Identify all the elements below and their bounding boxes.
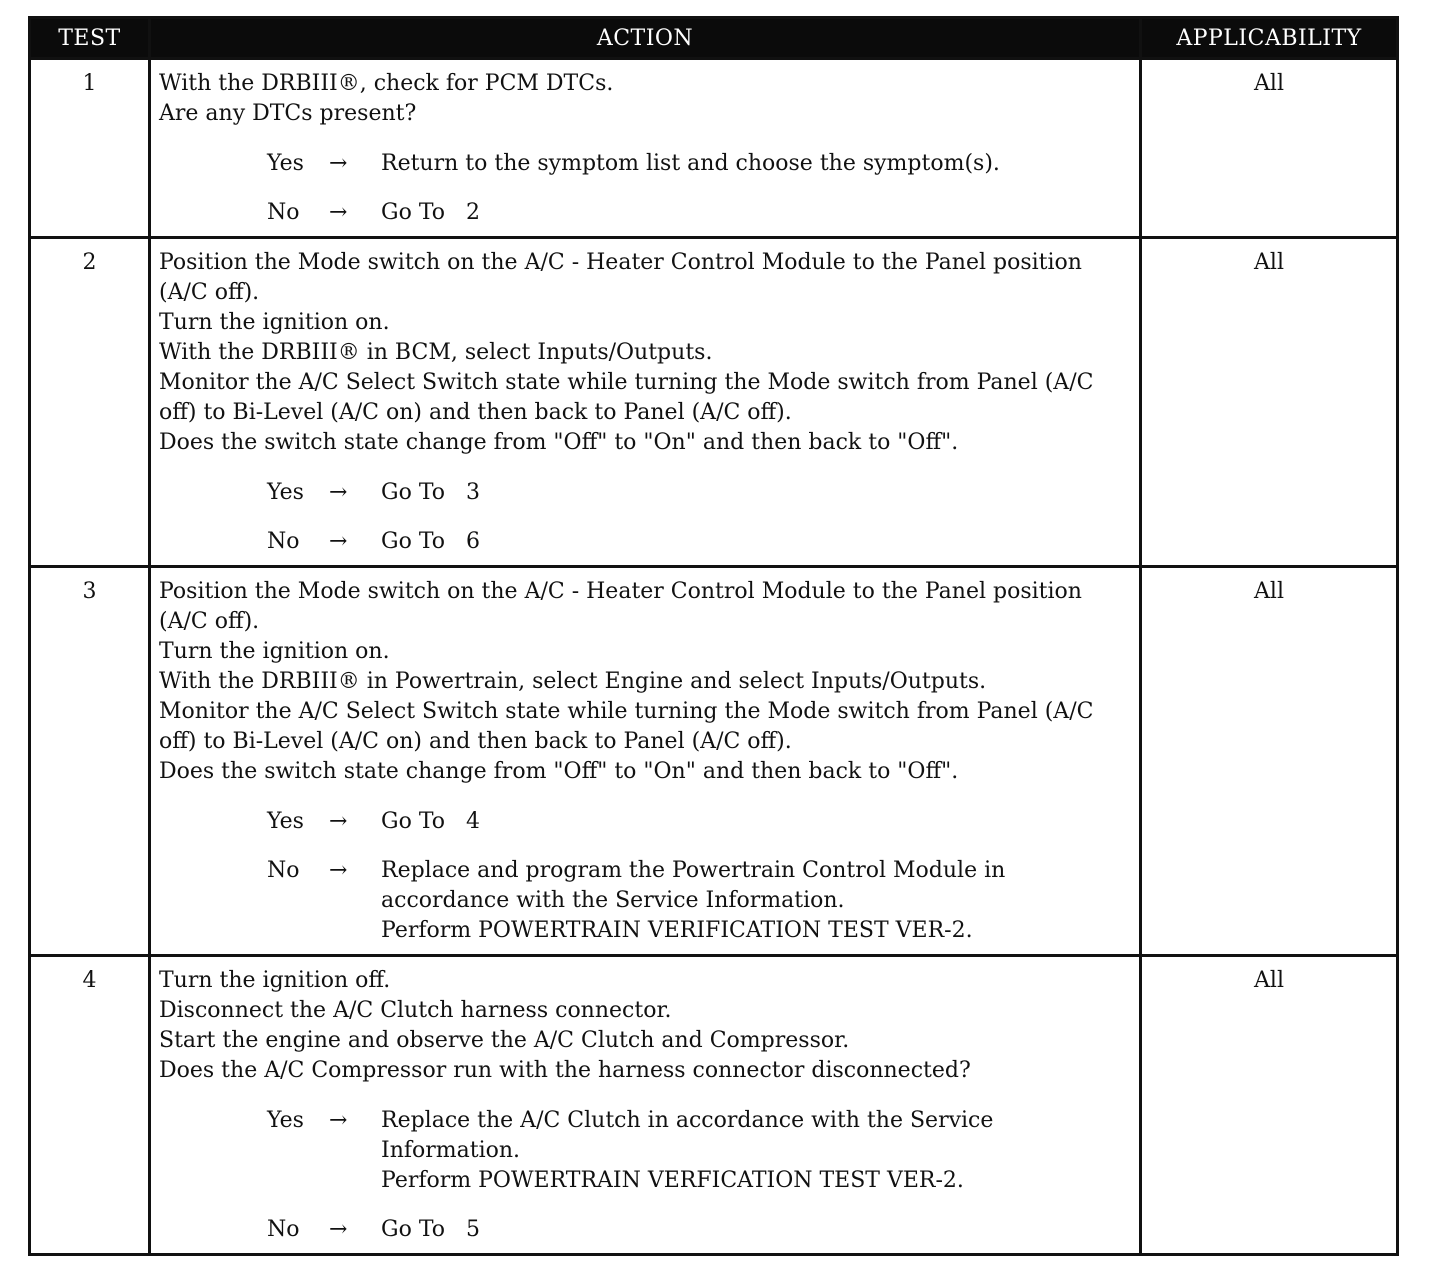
response-answer: No <box>267 858 300 883</box>
response-list <box>159 478 1131 557</box>
test-number: 3 <box>30 567 150 956</box>
action-step: Disconnect the A/C Clutch harness connector. <box>159 998 672 1023</box>
response-answer: Yes <box>267 151 304 176</box>
applicability-value: All <box>1141 567 1398 956</box>
action-step: Position the Mode switch on the A/C - Heater Control Module to the Panel position (A/C off). <box>159 579 1082 634</box>
response-list <box>159 149 1131 228</box>
response-answer: Yes <box>267 1108 304 1133</box>
action-cell <box>150 59 1141 238</box>
table-row <box>30 567 1398 956</box>
applicability-value: All <box>1141 956 1398 1255</box>
action-step: Turn the ignition on. <box>159 639 390 664</box>
applicability-value: All <box>1141 59 1398 238</box>
response-action-line: Go To 6 <box>381 529 480 554</box>
response-action <box>381 1215 1131 1245</box>
response-action-line: Return to the symptom list and choose the symptom(s). <box>381 151 1000 176</box>
response-no <box>267 856 1131 946</box>
response-action <box>381 807 1131 837</box>
arrow-right-icon: → <box>329 1217 348 1242</box>
response-action-line: Go To 3 <box>381 480 480 505</box>
response-list <box>159 1106 1131 1245</box>
response-action <box>381 478 1131 508</box>
table-header-row <box>30 18 1398 59</box>
arrow-right-icon: → <box>329 200 348 225</box>
response-answer: No <box>267 1217 300 1242</box>
action-step: Position the Mode switch on the A/C - Heater Control Module to the Panel position (A/C off). <box>159 250 1082 305</box>
response-action <box>381 527 1131 557</box>
response-no <box>267 527 1131 557</box>
action-step: Does the switch state change from "Off" to "On" and then back to "Off". <box>159 759 959 784</box>
applicability-value: All <box>1141 238 1398 567</box>
response-action-line: Go To 2 <box>381 200 480 225</box>
response-action-line: Go To 5 <box>381 1217 480 1242</box>
action-cell <box>150 956 1141 1255</box>
action-step: Are any DTCs present? <box>159 101 417 126</box>
table-body <box>30 59 1398 1255</box>
action-step: Does the A/C Compressor run with the harness connector disconnected? <box>159 1058 971 1083</box>
response-action-line: Replace and program the Powertrain Control Module in accordance with the Service Information. <box>381 858 1013 913</box>
test-number: 1 <box>30 59 150 238</box>
response-answer: Yes <box>267 809 304 834</box>
arrow-right-icon: → <box>329 529 348 554</box>
arrow-right-icon: → <box>329 858 348 883</box>
diagnostic-test-table <box>28 16 1399 1256</box>
response-action-line: Go To 4 <box>381 809 480 834</box>
response-answer: No <box>267 200 300 225</box>
action-step: Monitor the A/C Select Switch state while turning the Mode switch from Panel (A/C off) to Bi-Level (A/C on) and then back to Panel (A/C off). <box>159 370 1094 425</box>
response-action <box>381 1106 1131 1196</box>
response-no <box>267 198 1131 228</box>
arrow-right-icon: → <box>329 809 348 834</box>
table-row <box>30 956 1398 1255</box>
action-cell <box>150 238 1141 567</box>
response-action <box>381 198 1131 228</box>
response-yes <box>267 478 1131 508</box>
action-step: With the DRBIII® in BCM, select Inputs/Outputs. <box>159 340 713 365</box>
table-row <box>30 238 1398 567</box>
header-applicability: APPLICABILITY <box>1141 18 1398 59</box>
test-number: 4 <box>30 956 150 1255</box>
response-answer: Yes <box>267 480 304 505</box>
response-action <box>381 856 1131 946</box>
response-action-line: Replace the A/C Clutch in accordance with the Service Information. <box>381 1108 1001 1163</box>
table-row <box>30 59 1398 238</box>
action-cell <box>150 567 1141 956</box>
action-step: With the DRBIII®, check for PCM DTCs. <box>159 71 614 96</box>
response-action <box>381 149 1131 179</box>
action-step: Turn the ignition on. <box>159 310 390 335</box>
header-action: ACTION <box>150 18 1141 59</box>
action-step: Turn the ignition off. <box>159 968 391 993</box>
response-action-line: Perform POWERTRAIN VERIFICATION TEST VER-2. <box>381 918 973 943</box>
test-number: 2 <box>30 238 150 567</box>
action-step: Does the switch state change from "Off" to "On" and then back to "Off". <box>159 430 959 455</box>
response-action-line: Perform POWERTRAIN VERFICATION TEST VER-2. <box>381 1168 964 1193</box>
action-step: With the DRBIII® in Powertrain, select Engine and select Inputs/Outputs. <box>159 669 987 694</box>
response-yes <box>267 1106 1131 1196</box>
response-answer: No <box>267 529 300 554</box>
response-yes <box>267 807 1131 837</box>
arrow-right-icon: → <box>329 480 348 505</box>
arrow-right-icon: → <box>329 1108 348 1133</box>
response-list <box>159 807 1131 946</box>
header-test: TEST <box>30 18 150 59</box>
action-step: Monitor the A/C Select Switch state while turning the Mode switch from Panel (A/C off) to Bi-Level (A/C on) and then back to Panel (A/C off). <box>159 699 1094 754</box>
action-step: Start the engine and observe the A/C Clutch and Compressor. <box>159 1028 850 1053</box>
response-no <box>267 1215 1131 1245</box>
diagnostic-test-table-container <box>28 16 1396 1256</box>
arrow-right-icon: → <box>329 151 348 176</box>
response-yes <box>267 149 1131 179</box>
